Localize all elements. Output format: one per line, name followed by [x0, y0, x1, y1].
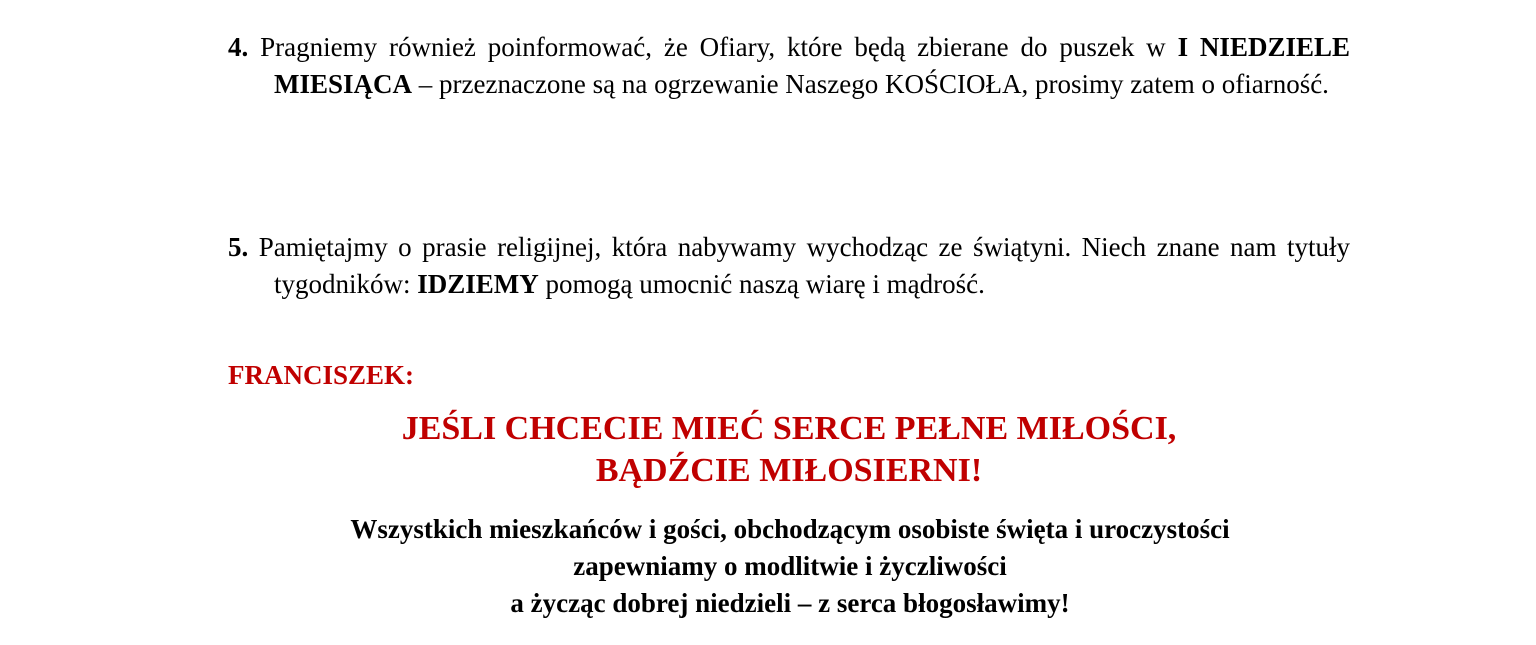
announcement-text: – przeznaczone są na ogrzewanie Naszego KOŚCIOŁA, prosimy zatem o ofiarność. [412, 69, 1329, 99]
blessing-line: zapewniamy o modlitwie i życzliwości [573, 551, 1007, 581]
blessing-line: a życząc dobrej niedzieli – z serca błogosławimy! [510, 588, 1070, 618]
announcement-number: 4. [228, 32, 249, 62]
announcement-text: pomogą umocnić naszą wiarę i mądrość. [538, 269, 985, 299]
announcement-text: Pragniemy również poinformować, że Ofiary, które będą zbierane do puszek w [248, 32, 1178, 62]
blessing-block [240, 511, 1340, 622]
quote-line: JEŚLI CHCECIE MIEĆ SERCE PEŁNE MIŁOŚCI, [401, 410, 1177, 447]
announcement-text: Pamiętajmy o prasie religijnej, która nabywamy wychodząc ze świątyni. Niech znane nam tytuły tygodników: [248, 232, 1350, 299]
announcement-emphasis: IDZIEMY [417, 269, 539, 299]
announcement-5 [228, 229, 1350, 303]
announcement-4 [228, 29, 1350, 103]
announcement-emphasis: I NIEDZIELE MIESIĄCA [274, 32, 1350, 99]
blessing-line: Wszystkich mieszkańców i gości, obchodzącym osobiste święta i uroczystości [350, 514, 1230, 544]
quote-speaker: FRANCISZEK: [228, 360, 415, 390]
quote-block [284, 408, 1294, 492]
announcement-number: 5. [228, 232, 249, 262]
quote-line: BĄDŹCIE MIŁOSIERNI! [595, 452, 983, 489]
